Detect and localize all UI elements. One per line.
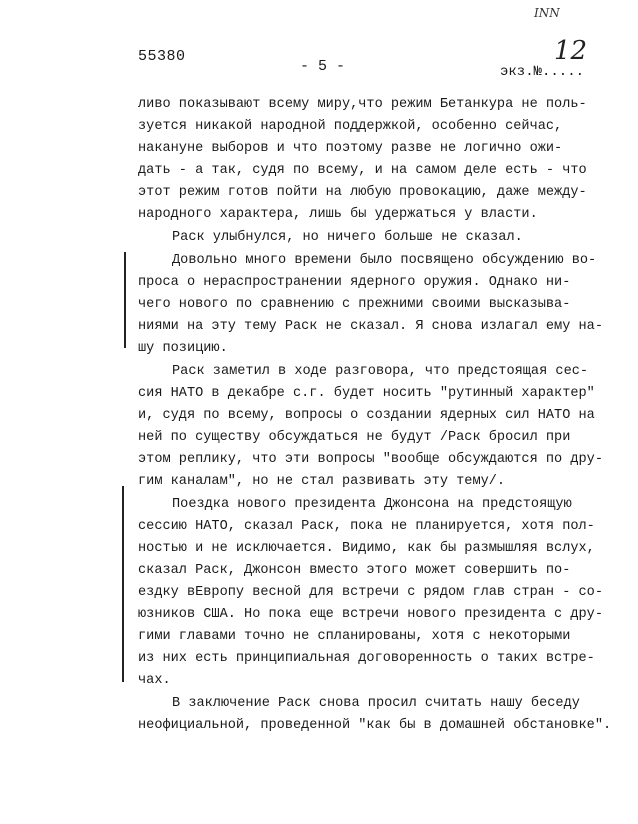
text-line: ниями на эту тему Раск не сказал. Я снова излагал ему на- — [138, 319, 603, 334]
paragraph-4 — [138, 361, 603, 493]
text-line: Раск улыбнулся, но ничего больше не сказал. — [172, 230, 523, 245]
copy-number-label: экз.№..... — [500, 64, 585, 80]
text-line: юзников США. Но пока еще встречи нового президента с дру- — [138, 607, 603, 622]
paragraph-2 — [138, 227, 558, 249]
text-line: ливо показывают всему миру,что режим Бетанкура не поль- — [138, 97, 587, 112]
text-line: сия НАТО в декабре с.г. будет носить "рутинный характер" — [138, 386, 595, 401]
paragraph-5 — [138, 494, 603, 692]
handwritten-note: INN — [534, 6, 560, 20]
paragraph-3 — [138, 250, 603, 360]
text-line: зуется никакой народной поддержкой, особенно сейчас, — [138, 119, 563, 134]
text-line: сессию НАТО, сказал Раск, пока не планируется, хотя пол- — [138, 519, 595, 534]
text-line: сказал Раск, Джонсон вместо этого может совершить по- — [138, 563, 571, 578]
text-line: ездку вЕвропу весной для встречи с рядом глав стран - со- — [138, 585, 603, 600]
document-number: 55380 — [138, 48, 186, 65]
paragraph-6 — [138, 693, 612, 737]
page-number: - 5 - — [300, 58, 346, 75]
text-line: проса о нераспространении ядерного оружия. Однако ни- — [138, 275, 571, 290]
text-line: шу позицию. — [138, 341, 228, 356]
text-line: из них есть принципиальная договоренность о таких встре- — [138, 651, 595, 666]
text-line: народного характера, лишь бы удержаться у власти. — [138, 207, 538, 222]
text-line: накануне выборов и что поэтому разве не логично ожи- — [138, 141, 563, 156]
copy-number-handwritten: 12 — [554, 36, 588, 66]
text-line: ней по существу обсуждаться не будут /Раск бросил при — [138, 430, 571, 445]
margin-mark — [124, 252, 126, 348]
text-line: чего нового по сравнению с прежними своими высказыва- — [138, 297, 571, 312]
text-line: Довольно много времени было посвящено обсуждению во- — [172, 253, 597, 268]
text-line: неофициальной, проведенной "как бы в домашней обстановке". — [138, 718, 612, 733]
text-line: дать - а так, судя по всему, и на самом деле есть - что — [138, 163, 587, 178]
text-line: этом реплику, что эти вопросы "вообще обсуждаются по дру- — [138, 452, 603, 467]
margin-mark — [122, 486, 124, 682]
text-line: гим каналам", но не стал развивать эту тему/. — [138, 474, 506, 489]
text-line: чах. — [138, 673, 171, 688]
text-line: этот режим готов пойти на любую провокацию, даже между- — [138, 185, 587, 200]
body-text — [138, 94, 612, 738]
text-line: В заключение Раск снова просил считать нашу беседу — [172, 696, 580, 711]
text-line: Поездка нового президента Джонсона на предстоящую — [172, 497, 572, 512]
paragraph-1 — [138, 94, 587, 226]
text-line: и, судя по всему, вопросы о создании ядерных сил НАТО на — [138, 408, 595, 423]
text-line: Раск заметил в ходе разговора, что предстоящая сес- — [172, 364, 589, 379]
text-line: ностью и не исключается. Видимо, как бы размышляя вслух, — [138, 541, 595, 556]
text-line: гими главами точно не спланированы, хотя с некоторыми — [138, 629, 571, 644]
